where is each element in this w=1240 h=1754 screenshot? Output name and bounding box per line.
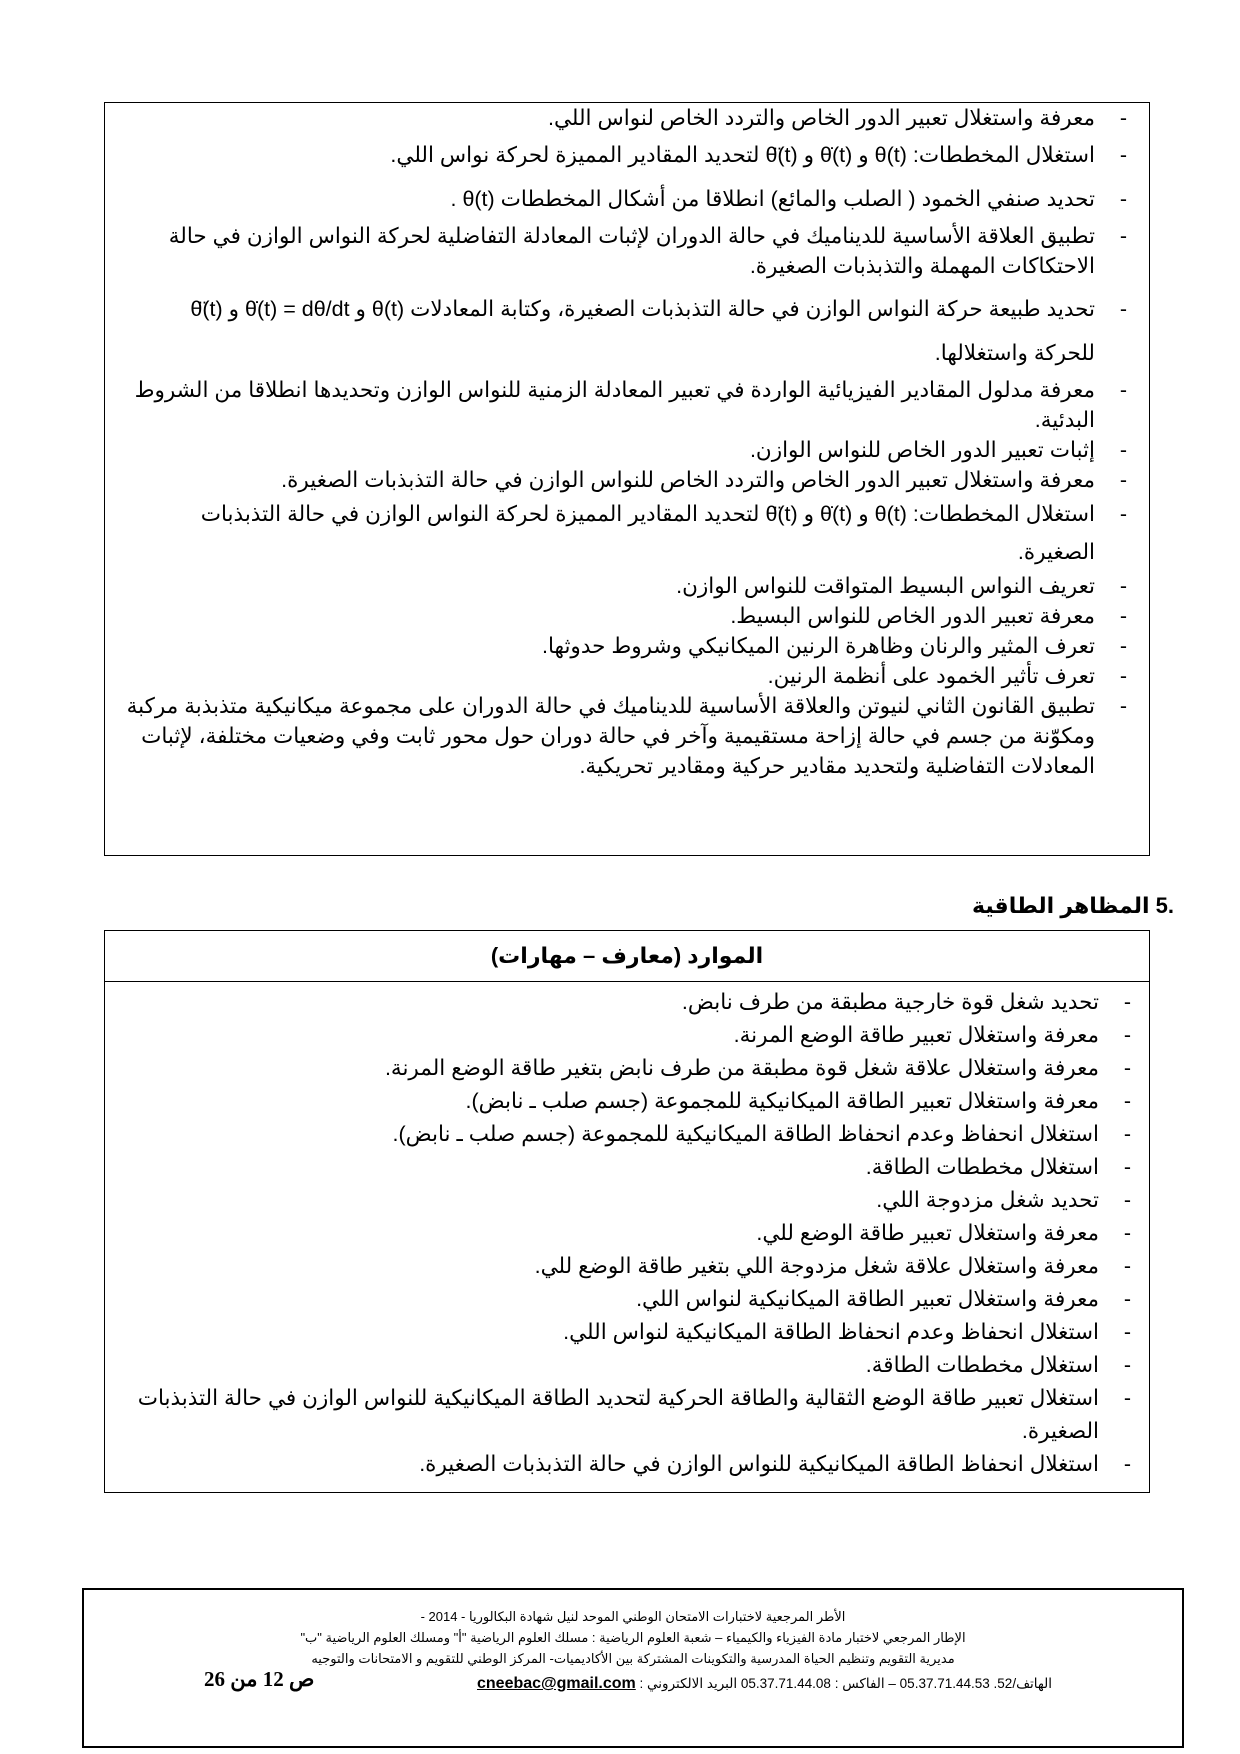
table-header: الموارد (معارف – مهارات) (105, 931, 1149, 982)
list-item (125, 133, 1131, 177)
list-item: - استغلال مخططات الطاقة. (121, 1151, 1135, 1184)
list-item: - استغلال المخططات: θ(t) و θ̇(t) و θ̈(t) لتحديد المقادير المميزة لحركة النواس الوازن في حالة التذبذبات الصغيرة. (125, 495, 1131, 571)
list-item: - استغلال انحفاظ وعدم انحفاظ الطاقة الميكانيكية لنواس اللي. (121, 1316, 1135, 1349)
list-item: - تحديد شغل مزدوجة اللي. (121, 1184, 1135, 1217)
list-item: - تطبيق القانون الثاني لنيوتن والعلاقة الأساسية للديناميك في حالة الدوران على مجموعة ميكانيكية متذبذبة مركبة ومكوّنة من جسم في حالة إزاحة مستقيمية وآخر في حالة دوران حول محور ثابت وفي وضعيات مختلفة، لإثبات المعادلات التفاضلية ولتحديد مقادير حركية ومقادير تحريكية. (125, 691, 1131, 781)
list-item: - معرفة مدلول المقادير الفيزيائية الواردة في تعبير المعادلة الزمنية للنواس الوازن وتحديدها انطلاقا من الشروط البدئية. (125, 375, 1131, 435)
footer-phone-fax: الهاتف/52. 05.37.71.44.53 – الفاكس : 05.37.71.44.08 البريد الالكتروني : (639, 1676, 1052, 1691)
list-item: - تعرف المثير والرنان وظاهرة الرنين الميكانيكي وشروط حدوثها. (125, 631, 1131, 661)
footer-contact (477, 1673, 1052, 1694)
list-item-text: استغلال المخططات: θ(t) و θ̇(t) و θ̈(t) لتحديد المقادير المميزة لحركة نواس اللي. (390, 143, 1095, 167)
list-item: - معرفة تعبير الدور الخاص للنواس البسيط. (125, 601, 1131, 631)
footer-contact-line (84, 1669, 1182, 1697)
list-item: - معرفة واستغلال تعبير طاقة الوضع المرنة. (121, 1019, 1135, 1052)
list-item: - استغلال مخططات الطاقة. (121, 1349, 1135, 1382)
footer-line-3: مديرية التقويم وتنظيم الحياة المدرسية والتكوينات المشتركة بين الأكاديميات- المركز الوطني للتقويم و الامتحانات والتوجيه (311, 1651, 955, 1666)
list-item: - تحديد شغل قوة خارجية مطبقة من طرف نابض. (121, 986, 1135, 1019)
list-item: - معرفة واستغلال تعبير الطاقة الميكانيكية للمجموعة (جسم صلب ـ نابض). (121, 1085, 1135, 1118)
footer-line-2: الإطار المرجعي لاختبار مادة الفيزياء والكيمياء – شعبة العلوم الرياضية : مسلك العلوم الرياضية "أ" ومسلك العلوم الرياضية "ب" (300, 1630, 966, 1645)
page-number: ص 12 من 26 (204, 1667, 315, 1691)
list-item: - استغلال انحفاظ وعدم انحفاظ الطاقة الميكانيكية للمجموعة (جسم صلب ـ نابض). (121, 1118, 1135, 1151)
list-item: - تعريف النواس البسيط المتواقت للنواس الوازن. (125, 571, 1131, 601)
footer-email-link[interactable]: cneebac@gmail.com (477, 1675, 636, 1692)
list-item: - معرفة واستغلال تعبير الطاقة الميكانيكية لنواس اللي. (121, 1283, 1135, 1316)
list-item: - تحديد صنفي الخمود ( الصلب والمائع) انطلاقا من أشكال المخططات θ(t) . (125, 177, 1131, 221)
list-item: - معرفة واستغلال علاقة شغل مزدوجة اللي بتغير طاقة الوضع للي. (121, 1250, 1135, 1283)
competencies-box-1 (104, 102, 1150, 856)
section-heading: .5 المظاهر الطاقية (971, 893, 1174, 918)
footer-line-1: الأطر المرجعية لاختبارات الامتحان الوطني الموحد لنيل شهادة البكالوريا - 2014 - (420, 1609, 846, 1624)
list-item: - استغلال تعبير طاقة الوضع الثقالية والطاقة الحركية لتحديد الطاقة الميكانيكية للنواس الوازن في حالة التذبذبات الصغيرة. (121, 1382, 1135, 1448)
list-item: - معرفة واستغلال تعبير الدور الخاص والتردد الخاص للنواس الوازن في حالة التذبذبات الصغيرة. (125, 465, 1131, 495)
competencies-list-1 (109, 103, 1145, 781)
list-item: - تعرف تأثير الخمود على أنظمة الرنين. (125, 661, 1131, 691)
page-footer (82, 1588, 1184, 1748)
resources-table (104, 930, 1150, 1493)
list-item: - إثبات تعبير الدور الخاص للنواس الوازن. (125, 435, 1131, 465)
list-item: - معرفة واستغلال تعبير الدور الخاص والتردد الخاص لنواس اللي. (125, 103, 1131, 133)
list-item: - تطبيق العلاقة الأساسية للديناميك في حالة الدوران لإثبات المعادلة التفاضلية لحركة النواس الوازن في حالة الاحتكاكات المهملة والتذبذبات الصغيرة. (125, 221, 1131, 281)
list-item: - تحديد طبيعة حركة النواس الوازن في حالة التذبذبات الصغيرة، وكتابة المعادلات θ(t) و θ̇(t) = dθ/dt و θ̈(t) للحركة واستغلالها. (125, 287, 1131, 375)
list-item: - معرفة واستغلال علاقة شغل قوة مطبقة من طرف نابض بتغير طاقة الوضع المرنة. (121, 1052, 1135, 1085)
list-item: - معرفة واستغلال تعبير طاقة الوضع للي. (121, 1217, 1135, 1250)
resources-list (105, 982, 1149, 1481)
list-item: - استغلال انحفاظ الطاقة الميكانيكية للنواس الوازن في حالة التذبذبات الصغيرة. (121, 1448, 1135, 1481)
